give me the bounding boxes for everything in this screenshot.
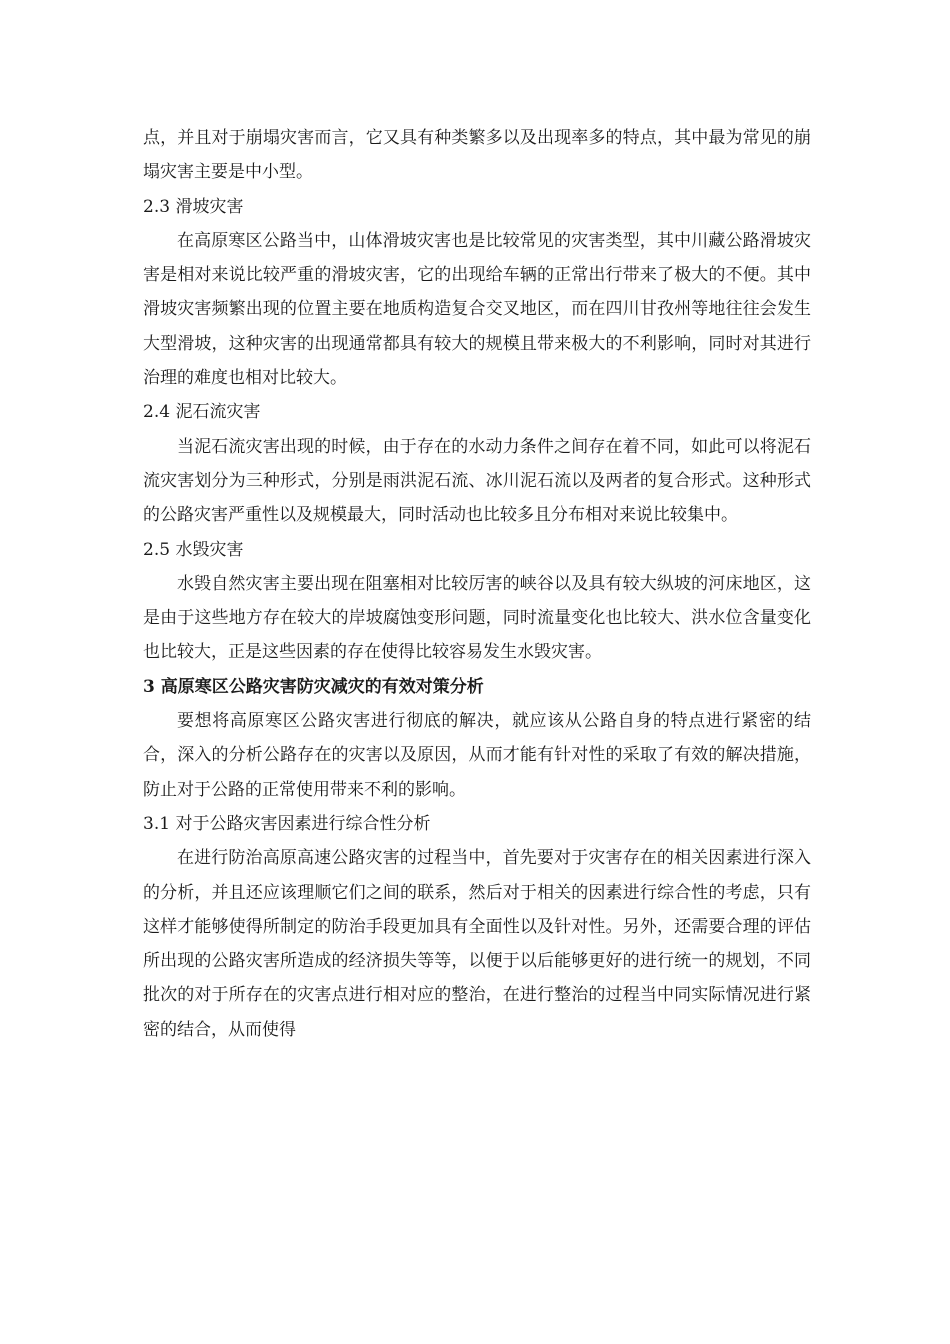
section-heading-2-3: 2.3 滑坡灾害 [143,196,244,217]
document-body [143,121,811,1047]
section-heading-3-1: 3.1 对于公路灾害因素进行综合性分析 [143,813,431,834]
section-heading-2-4: 2.4 泥石流灾害 [143,402,261,423]
section-heading-3: 3 高原寒区公路灾害防灾减灾的有效对策分析 [143,676,484,697]
paragraph-countermeasures: 要想将高原寒区公路灾害进行彻底的解决，就应该从公路自身的特点进行紧密的结合，深入的分析公路存在的灾害以及原因，从而才能有针对性的采取了有效的解决措施，防止对于公路的正常使用带来不利的影响。 [143,711,811,800]
paragraph-debris-flow: 当泥石流灾害出现的时候，由于存在的水动力条件之间存在着不同，如此可以将泥石流灾害划分为三种形式，分别是雨洪泥石流、冰川泥石流以及两者的复合形式。这种形式的公路灾害严重性以及规模最大，同时活动也比较多且分布相对来说比较集中。 [143,436,811,526]
paragraph-landslide: 在高原寒区公路当中，山体滑坡灾害也是比较常见的灾害类型，其中川藏公路滑坡灾害是相对来说比较严重的滑坡灾害，它的出现给车辆的正常出行带来了极大的不便。其中滑坡灾害频繁出现的位置主要在地质构造复合交叉地区，而在四川甘孜州等地往往会发生大型滑坡，这种灾害的出现通常都具有较大的规模且带来极大的不利影响，同时对其进行治理的难度也相对比较大。 [143,230,811,389]
paragraph-continuation: 点，并且对于崩塌灾害而言，它又具有种类繁多以及出现率多的特点，其中最为常见的崩塌灾害主要是中小型。 [143,128,811,183]
paragraph-comprehensive-analysis: 在进行防治高原高速公路灾害的过程当中，首先要对于灾害存在的相关因素进行深入的分析，并且还应该理顺它们之间的联系，然后对于相关的因素进行综合性的考虑，只有这样才能够使得所制定的防治手段更加具有全面性以及针对性。另外，还需要合理的评估所出现的公路灾害所造成的经济损失等等，以便于以后能够更好的进行统一的规划，不同批次的对于所存在的灾害点进行相对应的整治，在进行整治的过程当中同实际情况进行紧密的结合，从而使得 [143,848,811,1040]
paragraph-water-damage: 水毁自然灾害主要出现在阻塞相对比较厉害的峡谷以及具有较大纵坡的河床地区，这是由于这些地方存在较大的岸坡腐蚀变形问题，同时流量变化也比较大、洪水位含量变化也比较大，正是这些因素的存在使得比较容易发生水毁灾害。 [143,573,811,663]
section-heading-2-5: 2.5 水毁灾害 [143,539,244,560]
